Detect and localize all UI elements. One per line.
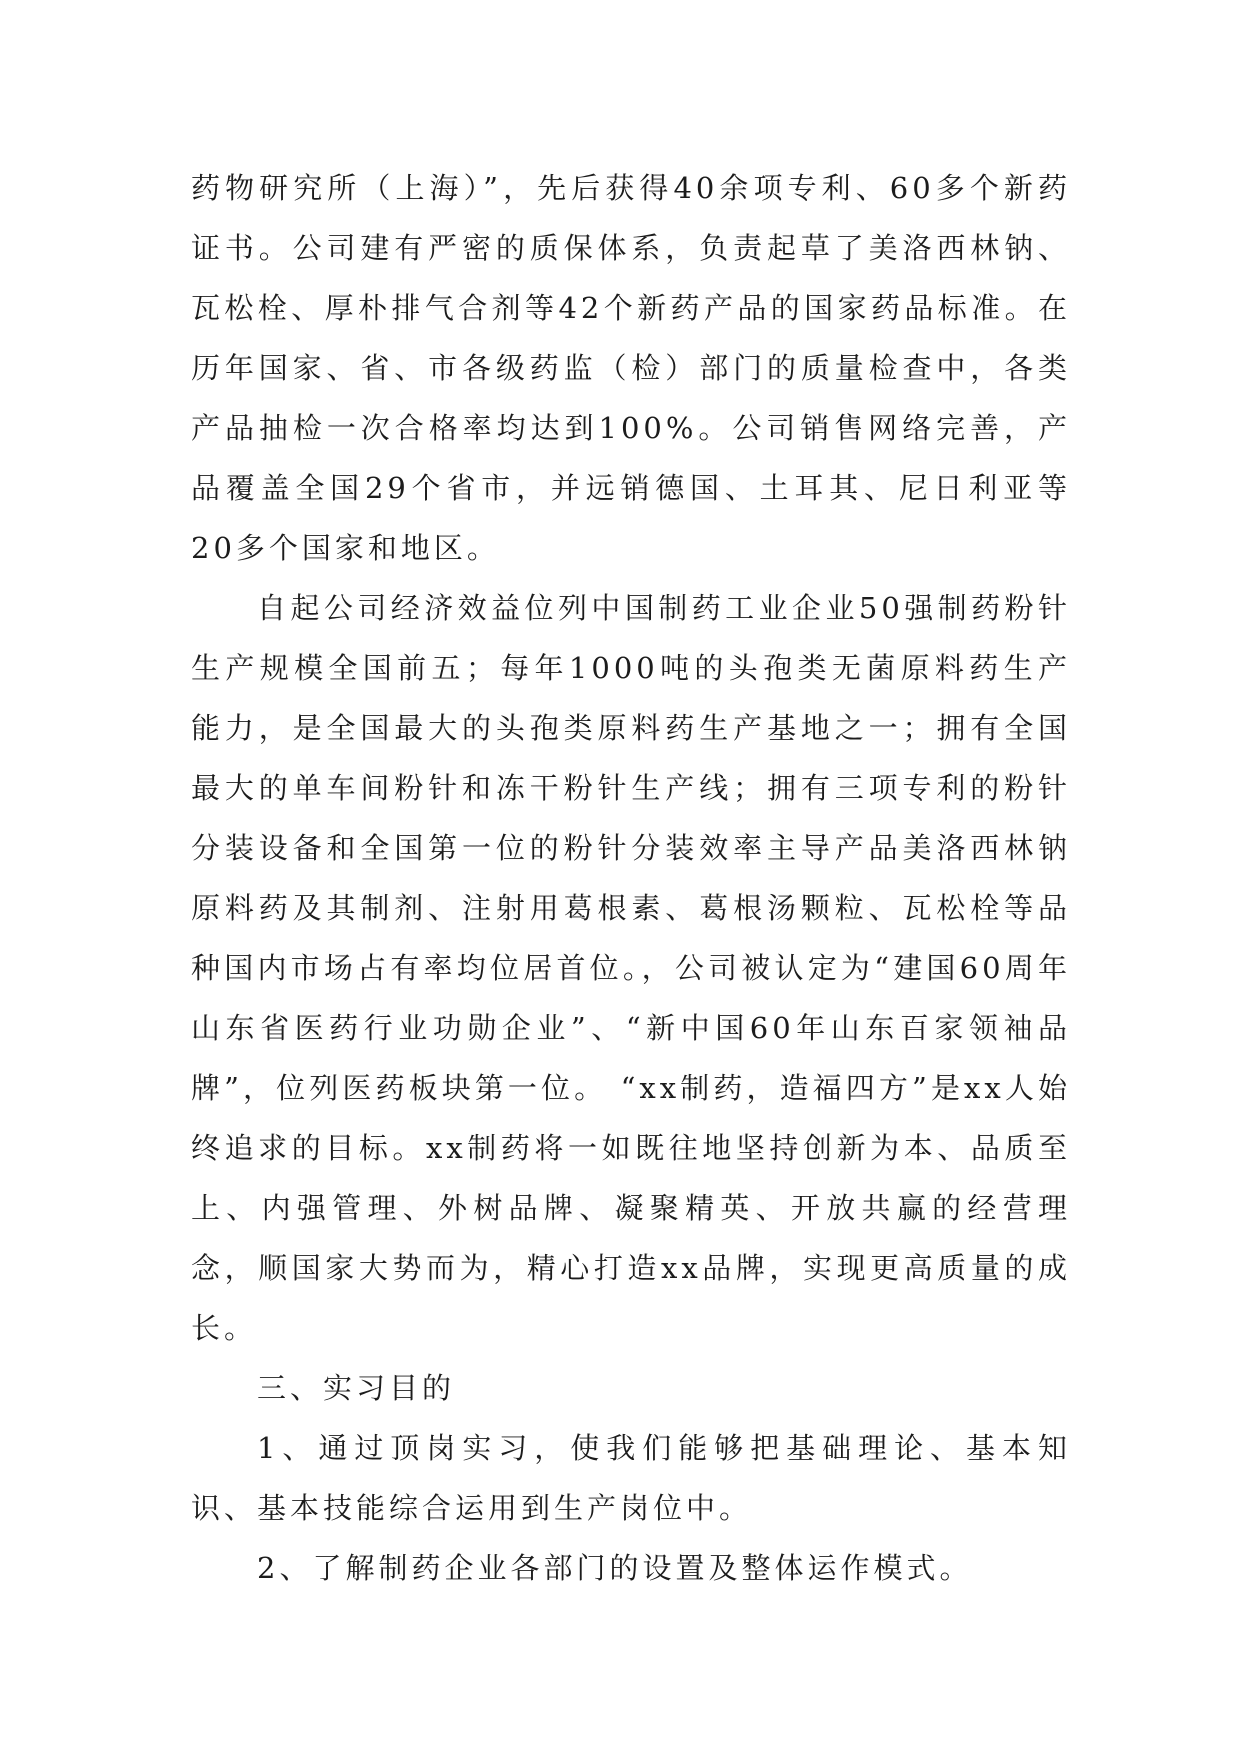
paragraph-company-achievements: 自起公司经济效益位列中国制药工业企业50强制药粉针生产规模全国前五；每年1000吨的头孢类无菌原料药生产能力，是全国最大的头孢类原料药生产基地之一；拥有全国最大的单车间粉针和冻干粉针生产线；拥有三项专利的粉针分装设备和全国第一位的粉针分装效率主导产品美洛西林钠原料药及其制剂、注射用葛根素、葛根汤颗粒、瓦松栓等品种国内市场占有率均位居首位。，公司被认定为“建国60周年山东省医药行业功勋企业”、“新中国60年山东百家领袖品牌”，位列医药板块第一位。 “xx制药，造福四方”是xx人始终追求的目标。xx制药将一如既往地坚持创新为本、品质至上、内强管理、外树品牌、凝聚精英、开放共赢的经营理念，顺国家大势而为，精心打造xx品牌，实现更高质量的成长。 (191, 591, 1071, 1345)
paragraph-purpose-item-2: 2、了解制药企业各部门的设置及整体运作模式。 (257, 1551, 973, 1585)
section-heading-internship-purpose: 三、实习目的 (257, 1371, 456, 1405)
document-body (191, 158, 1071, 1598)
paragraph-company-profile: 药物研究所（上海）”，先后获得40余项专利、60多个新药证书。公司建有严密的质保体系，负责起草了美洛西林钠、瓦松栓、厚朴排气合剂等42个新药产品的国家药品标准。在历年国家、省、市各级药监（检）部门的质量检查中，各类产品抽检一次合格率均达到100%。公司销售网络完善，产品覆盖全国29个省市，并远销德国、土耳其、尼日利亚等20多个国家和地区。 (191, 171, 1071, 565)
paragraph-purpose-item-1: 1、通过顶岗实习，使我们能够把基础理论、基本知识、基本技能综合运用到生产岗位中。 (191, 1431, 1071, 1525)
